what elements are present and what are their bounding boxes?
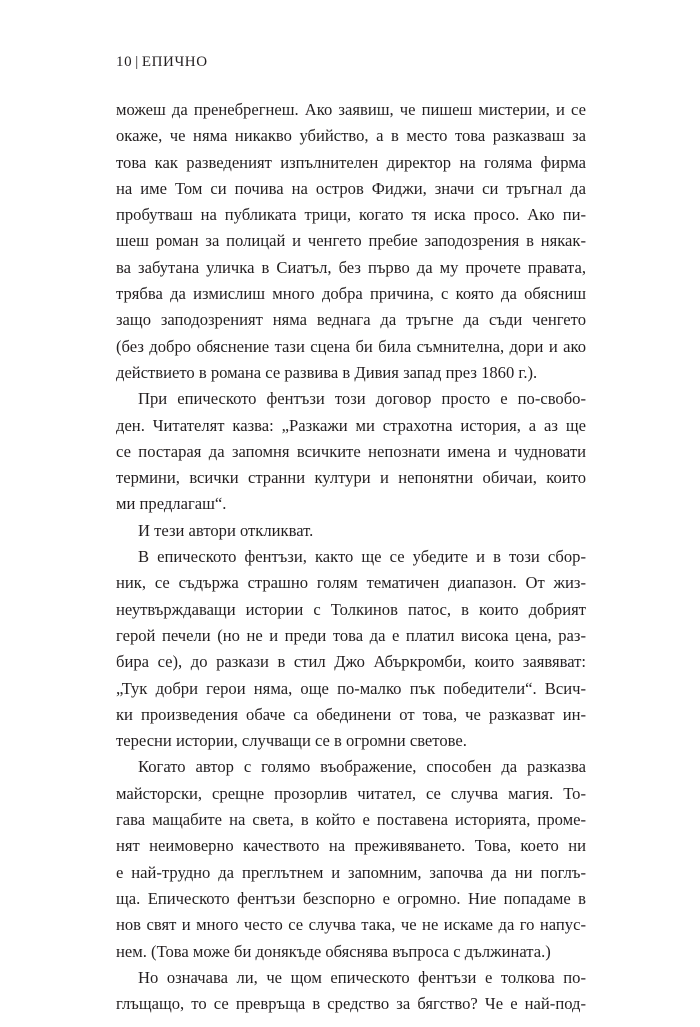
text-line: окаже, че няма никакво убийство, а в место това разказваш за xyxy=(116,126,586,146)
body-text xyxy=(116,97,586,1017)
text-line: глъщащо, то се превръща в средство за бягство? Че е най-под- xyxy=(116,994,586,1014)
text-line: термини, всички странни култури и непонятни обичаи, които xyxy=(116,468,586,488)
text-line: бира се), до разкази в стил Джо Абъркромби, които заявяват: xyxy=(116,652,586,672)
text-line: Когато автор с голямо въображение, способен да разказва xyxy=(138,757,586,777)
text-line: шеш роман за полицай и ченгето пребие заподозрения в някак- xyxy=(116,231,586,251)
text-line: При епическото фентъзи този договор просто е по-свобо- xyxy=(138,389,586,409)
running-header xyxy=(116,54,208,71)
text-line: „Тук добри герои няма, още по-малко пък победители“. Всич- xyxy=(116,678,586,698)
text-line: пробутваш на публиката трици, когато тя иска просо. Ако пи- xyxy=(116,205,586,225)
text-line: нят неимоверно качеството на преживяването. Това, което ни xyxy=(116,836,586,856)
text-line: защо заподозреният няма веднага да тръгне да съди ченгето xyxy=(116,310,586,330)
text-line: неутвърждаващи истории с Толкинов патос, в които добрият xyxy=(116,599,586,619)
header-separator: | xyxy=(135,54,139,70)
text-line: се постарая да запомня всичките непознати имена и чудновати xyxy=(116,441,586,461)
text-line: (без добро обяснение тази сцена би била съмнителна, дори и ако xyxy=(116,336,586,356)
text-line: ник, се съдържа страшно голям тематичен диапазон. От жиз- xyxy=(116,573,586,593)
text-line: Но означава ли, че щом епическото фентъзи е толкова по- xyxy=(138,967,586,987)
text-line: герой печели (но не и преди това да е платил висока цена, раз- xyxy=(116,625,586,645)
text-line: това как разведеният изпълнителен директор на голяма фирма xyxy=(116,152,586,172)
text-line: ден. Читателят казва: „Разкажи ми страхотна история, а аз ще xyxy=(116,415,586,435)
text-line: ми предлагаш“. xyxy=(116,494,227,514)
paragraph-start: можеш да пренебрегнеш. Ако заявиш, че пишеш мистерии, и се xyxy=(116,100,586,119)
text-line: И тези автори откликват. xyxy=(138,520,314,540)
text-line: ки произведения обаче са обединени от това, че разказват ин- xyxy=(116,704,586,724)
text-line: ща. Епическото фентъзи безспорно е огромно. Ние попадаме в xyxy=(116,888,586,908)
text-line: трябва да измислиш много добра причина, с която да обясниш xyxy=(116,284,586,304)
text-line: ва забутана уличка в Сиатъл, без първо да му прочете правата, xyxy=(116,257,586,277)
text-line: тересни истории, случващи се в огромни светове. xyxy=(116,731,467,751)
text-line: нем. (Това може би донякъде обяснява въпроса с дължината.) xyxy=(116,941,551,961)
text-line: на име Том си почива на остров Фиджи, значи си тръгнал да xyxy=(116,178,586,198)
text-line: нов свят и много често се случва така, че не искаме да го напус- xyxy=(116,915,586,935)
section-title: ЕПИЧНО xyxy=(141,54,208,70)
text-line: гава мащабите на света, в който е поставена историята, проме- xyxy=(116,810,586,830)
page-number: 10 xyxy=(116,54,133,70)
text-line: майсторски, срещне прозорлив читател, се случва магия. То- xyxy=(116,783,586,803)
text-line: В епическото фентъзи, както ще се убедите и в този сбор- xyxy=(138,547,586,567)
text-line: е най-трудно да преглътнем и запомним, започва да ни поглъ- xyxy=(116,862,586,882)
text-line: действието в романа се развива в Дивия запад през 1860 г.). xyxy=(116,362,538,382)
